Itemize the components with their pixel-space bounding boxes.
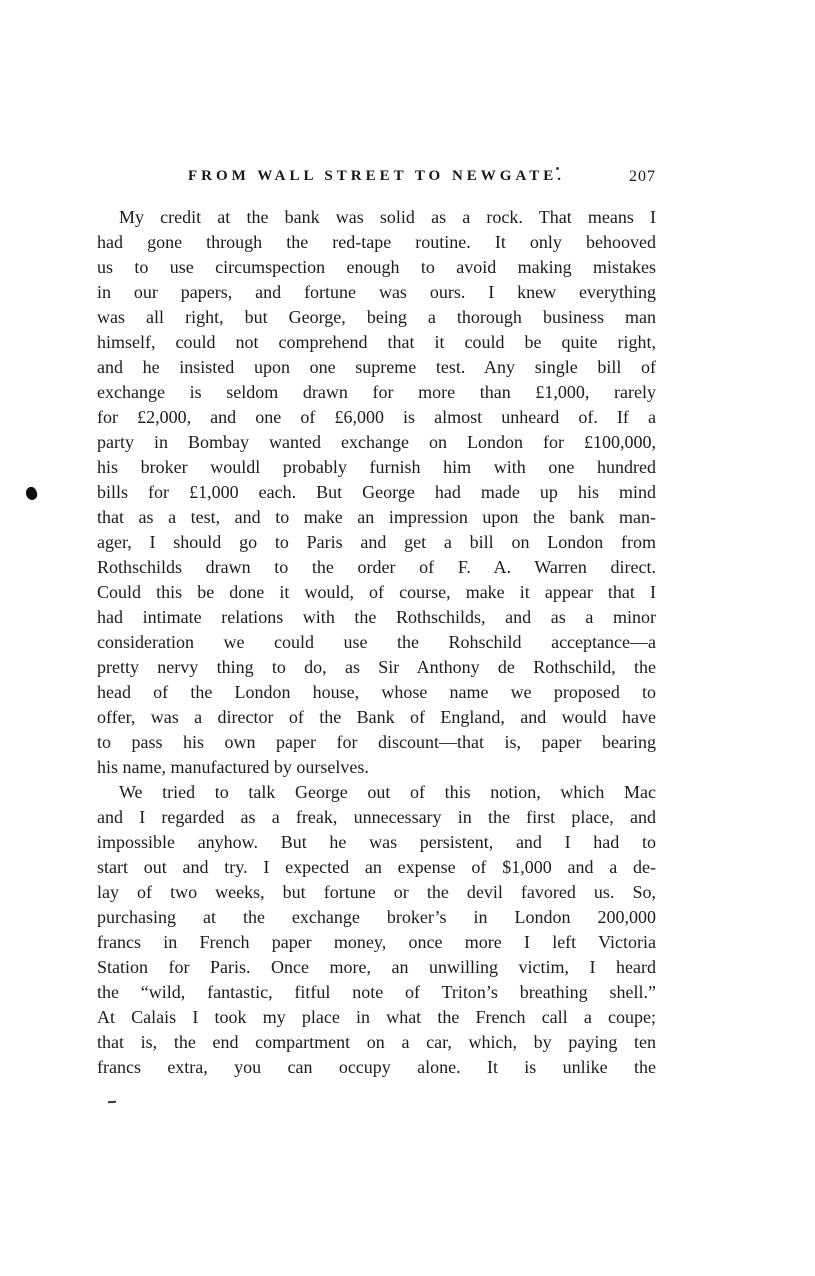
text-line: purchasing at the exchange broker’s in London 200,000 xyxy=(97,907,656,927)
text-line: and I regarded as a freak, unnecessary in the first place, and xyxy=(97,807,656,827)
text-line: his broker wouldl probably furnish him with one hundred xyxy=(97,457,656,477)
text-line: head of the London house, whose name we proposed to xyxy=(97,682,656,702)
text-line: francs in French paper money, once more I left Victoria xyxy=(97,932,656,952)
text-line: At Calais I took my place in what the French call a coupe; xyxy=(97,1007,656,1027)
text-line: party in Bombay wanted exchange on London for £100,000, xyxy=(97,432,656,452)
text-line: his name, manufactured by ourselves. xyxy=(97,757,369,777)
text-line: My credit at the bank was solid as a rock. That means I xyxy=(119,207,656,227)
text-line: Station for Paris. Once more, an unwilling victim, I heard xyxy=(97,957,656,977)
text-line: that is, the end compartment on a car, which, by paying ten xyxy=(97,1032,656,1052)
paragraph xyxy=(97,780,656,1080)
text-line: and he insisted upon one supreme test. Any single bill of xyxy=(97,357,656,377)
paragraph xyxy=(97,205,656,780)
text-line: us to use circumspection enough to avoid making mistakes xyxy=(97,257,656,277)
text-line: consideration we could use the Rohschild acceptance—a xyxy=(97,632,656,652)
text-line: lay of two weeks, but fortune or the devil favored us. So, xyxy=(97,882,656,902)
text-line: bills for £1,000 each. But George had made up his mind xyxy=(97,482,656,502)
text-line: to pass his own paper for discount—that is, paper bearing xyxy=(97,732,656,752)
text-line: offer, was a director of the Bank of England, and would have xyxy=(97,707,656,727)
text-line: We tried to talk George out of this notion, which Mac xyxy=(119,782,656,802)
text-line: had gone through the red-tape routine. It only behooved xyxy=(97,232,656,252)
chapter-running-title: FROM WALL STREET TO NEWGATE. xyxy=(188,168,565,184)
text-block xyxy=(97,168,656,1080)
running-head xyxy=(97,168,656,190)
text-line: himself, could not comprehend that it could be quite right, xyxy=(97,332,656,352)
text-line: start out and try. I expected an expense of $1,000 and a de- xyxy=(97,857,656,877)
text-line: Could this be done it would, of course, make it appear that I xyxy=(97,582,656,602)
text-line: in our papers, and fortune was ours. I knew everything xyxy=(97,282,656,302)
text-line: impossible anyhow. But he was persistent, and I had to xyxy=(97,832,656,852)
text-line: that as a test, and to make an impression upon the bank man- xyxy=(97,507,656,527)
text-line: exchange is seldom drawn for more than £1,000, rarely xyxy=(97,382,656,402)
page-body xyxy=(97,205,656,1080)
text-line: Rothschilds drawn to the order of F. A. Warren direct. xyxy=(97,557,656,577)
page-number: 207 xyxy=(629,168,656,185)
text-line: ager, I should go to Paris and get a bill on London from xyxy=(97,532,656,552)
ink-blot-artifact xyxy=(24,485,40,502)
text-line: was all right, but George, being a thorough business man xyxy=(97,307,656,327)
text-line: the “wild, fantastic, fitful note of Triton’s breathing shell.” xyxy=(97,982,656,1002)
text-line: for £2,000, and one of £6,000 is almost unheard of. If a xyxy=(97,407,656,427)
text-line: pretty nervy thing to do, as Sir Anthony de Rothschild, the xyxy=(97,657,656,677)
stray-mark-artifact xyxy=(108,1101,116,1104)
text-line: had intimate relations with the Rothschilds, and as a minor xyxy=(97,607,656,627)
text-line: francs extra, you can occupy alone. It is unlike the xyxy=(97,1057,656,1077)
